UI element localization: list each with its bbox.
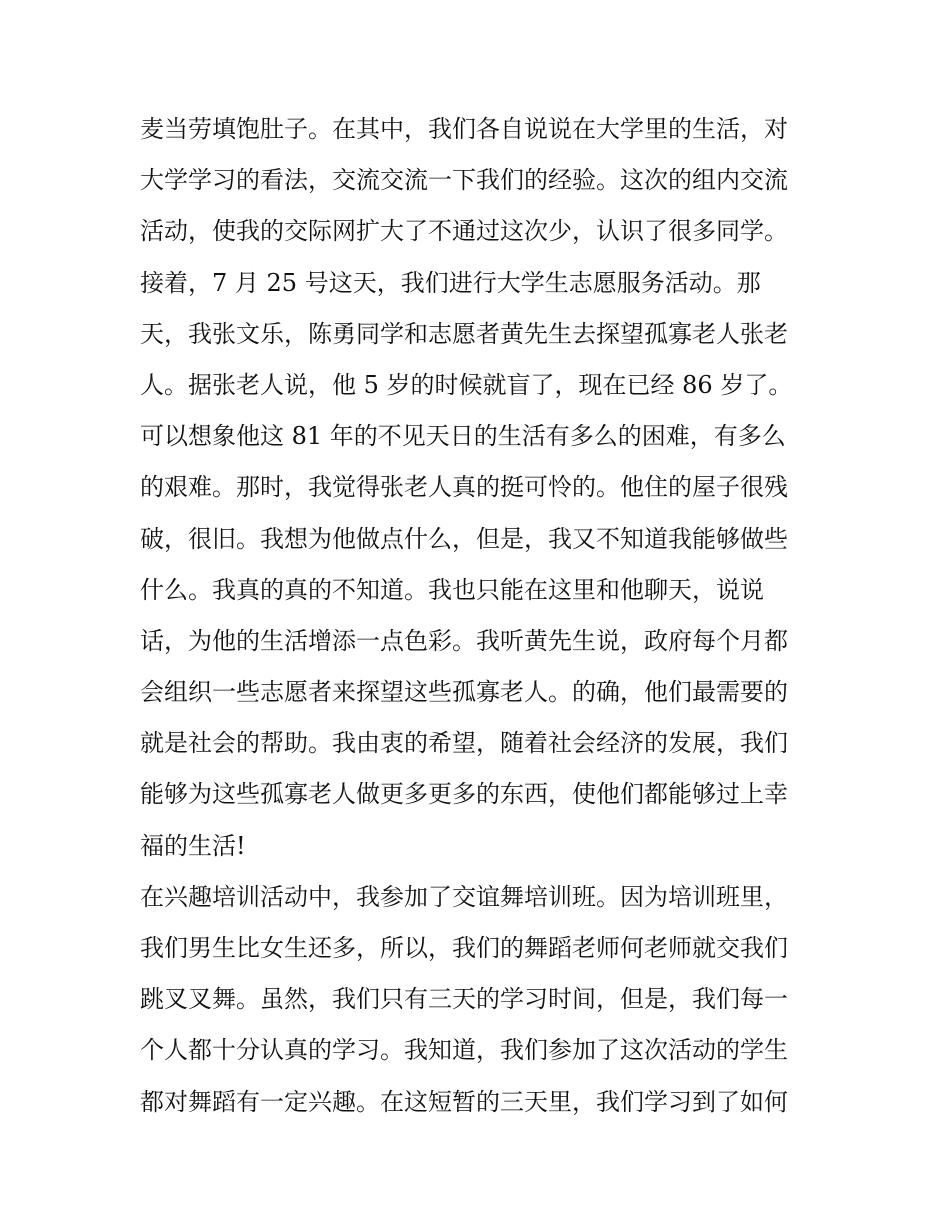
text-line: 个人都十分认真的学习。我知道，我们参加了这次活动的学生 bbox=[140, 1036, 788, 1065]
text-line: 我们男生比女生还多，所以，我们的舞蹈老师何老师就交我们 bbox=[140, 934, 788, 962]
text-line: 大学学习的看法，交流交流一下我们的经验。这次的组内交流 bbox=[140, 166, 788, 195]
text-line: 都对舞蹈有一定兴趣。在这短暂的三天里，我们学习到了如何 bbox=[140, 1087, 788, 1116]
text-line: 麦当劳填饱肚子。在其中，我们各自说说在大学里的生活，对 bbox=[140, 115, 788, 143]
text-line: 天，我张文乐，陈勇同学和志愿者黄先生去探望孤寡老人张老 bbox=[140, 319, 788, 348]
text-line: 话，为他的生活增添一点色彩。我听黄先生说，政府每个月都 bbox=[140, 626, 788, 655]
text-line: 什么。我真的真的不知道。我也只能在这里和他聊天，说说 bbox=[140, 575, 764, 604]
text-line: 就是社会的帮助。我由衷的希望，随着社会经济的发展，我们 bbox=[140, 729, 788, 758]
text-line: 在兴趣培训活动中，我参加了交谊舞培训班。因为培训班里， bbox=[140, 882, 788, 911]
text-line: 人。据张老人说，他 5 岁的时候就盲了，现在已经 86 岁了。 bbox=[140, 370, 793, 399]
body-text bbox=[140, 104, 820, 1128]
text-line: 活动，使我的交际网扩大了不通过这次少，认识了很多同学。 bbox=[140, 217, 788, 246]
text-line: 接着，7 月 25 号这天，我们进行大学生志愿服务活动。那 bbox=[140, 268, 761, 297]
text-line: 破，很旧。我想为他做点什么，但是，我又不知道我能够做些 bbox=[140, 524, 788, 553]
text-line: 能够为这些孤寡老人做更多更多的东西，使他们都能够过上幸 bbox=[140, 780, 788, 809]
text-line: 福的生活! bbox=[140, 831, 246, 860]
text-line: 的艰难。那时，我觉得张老人真的挺可怜的。他住的屋子很残 bbox=[140, 473, 788, 502]
text-line: 会组织一些志愿者来探望这些孤寡老人。的确，他们最需要的 bbox=[140, 678, 788, 707]
text-line: 可以想象他这 81 年的不见天日的生活有多么的困难，有多么 bbox=[140, 422, 786, 451]
text-line: 跳叉叉舞。虽然，我们只有三天的学习时间，但是，我们每一 bbox=[140, 985, 788, 1014]
